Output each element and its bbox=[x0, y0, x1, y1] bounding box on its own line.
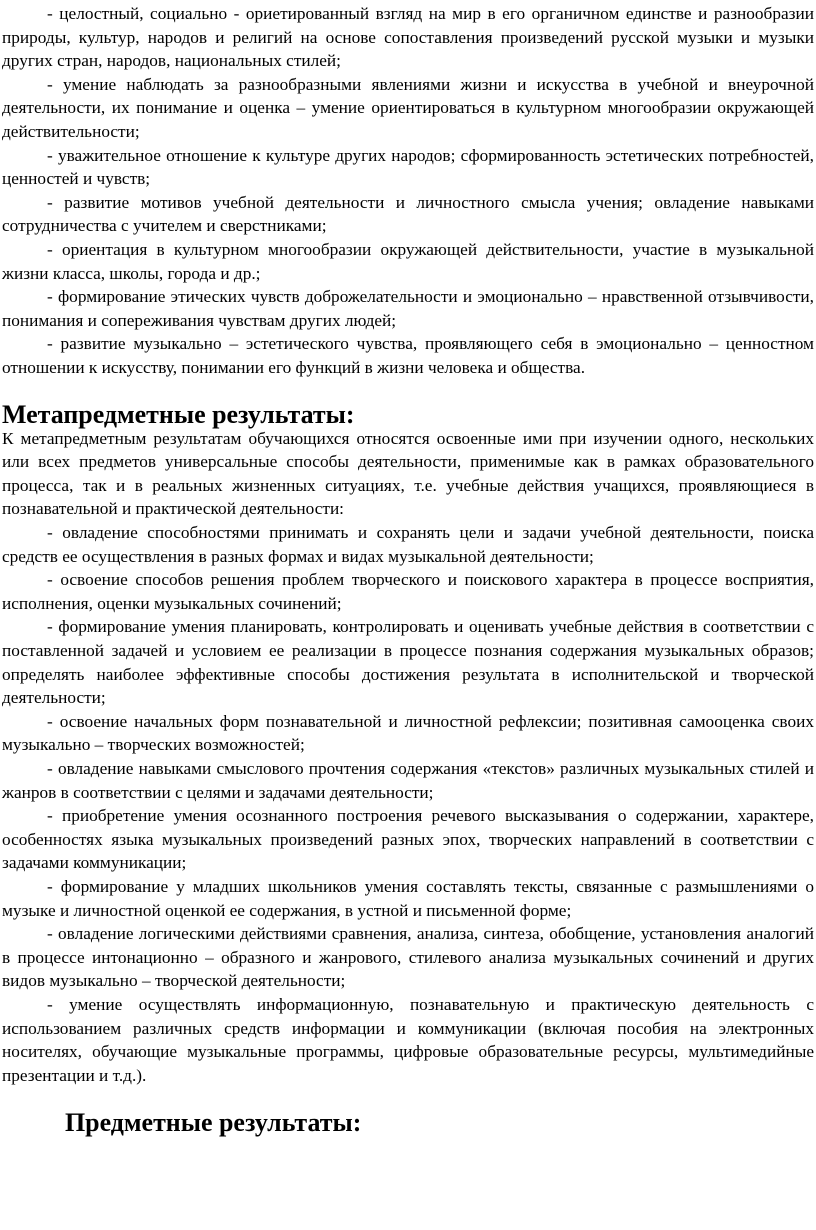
list-item: - умение наблюдать за разнообразными явлениями жизни и искусства в учебной и внеурочной деятельности, их понимание и оценка – умение ориентироваться в культурном многообразии окружающей действительности; bbox=[2, 74, 814, 141]
subject-results-heading: Предметные результаты: bbox=[65, 1108, 362, 1138]
list-item: - приобретение умения осознанного построения речевого высказывания о содержании, характере, особенностях языка музыкальных произведений разных эпох, творческих направлений в соответствии с задачами коммуникации; bbox=[2, 806, 814, 873]
list-item: - развитие музыкально – эстетического чувства, проявляющего себя в эмоционально – ценностном отношении к искусству, понимании его функций в жизни человека и общества. bbox=[2, 334, 814, 377]
list-item: - развитие мотивов учебной деятельности и личностного смысла учения; овладение навыками сотрудничества с учителем и сверстниками; bbox=[2, 192, 814, 236]
list-item: - уважительное отношение к культуре других народов; сформированность эстетических потребностей, ценностей и чувств; bbox=[2, 145, 814, 189]
list-item: - овладение способностями принимать и сохранять цели и задачи учебной деятельности, поиска средств ее осуществления в разных формах и видах музыкальной деятельности; bbox=[2, 523, 814, 566]
list-item: - формирование этических чувств доброжелательности и эмоционально – нравственной отзывчивости, понимания и сопереживания чувствам других людей; bbox=[2, 287, 814, 330]
list-item: - формирование умения планировать, контролировать и оценивать учебные действия в соответствии с поставленной задачей и условием ее реализации в процессе познания содержания музыкальных образов; определять наиболее эффективные способы достижения результата в исполнительской и творческой деятельности; bbox=[2, 617, 814, 708]
list-item: - умение осуществлять информационную, познавательную и практическую деятельность с использованием различных средств информации и коммуникации (включая пособия на электронных носителях, обучающие музыкальные программы, цифровые образовательные ресурсы, мультимедийные презентации и т.д.). bbox=[2, 994, 814, 1085]
list-item: - целостный, социально - ориетированный взгляд на мир в его органичном единстве и разнообразии природы, культур, народов и религий на основе сопоставления произведений русской музыки и музыки других стран, народов, национальных стилей; bbox=[2, 4, 814, 71]
meta-results-intro: К метапредметным результатам обучающихся относятся освоенные ими при изучении одного, нескольких или всех предметов универсальные способы деятельности, применимые как в рамках образовательного процесса, так и в реальных жизненных ситуациях, т.е. учебные действия учащихся, проявляющиеся в познавательной и практической деятельности: bbox=[2, 428, 814, 519]
list-item: - освоение начальных форм познавательной и личностной рефлексии; позитивная самооценка своих музыкально – творческих возможностей; bbox=[2, 711, 814, 755]
personal-results-list bbox=[2, 2, 814, 380]
list-item: - освоение способов решения проблем творческого и поискового характера в процессе восприятия, исполнения, оценки музыкальных сочинений; bbox=[2, 570, 814, 613]
meta-results-section bbox=[2, 400, 814, 1087]
list-item: - формирование у младших школьников умения составлять тексты, связанные с размышлениями о музыке и личностной оценкой ее содержания, в устной и письменной форме; bbox=[2, 876, 814, 920]
list-item: - ориентация в культурном многообразии окружающей действительности, участие в музыкальной жизни класса, школы, города и др.; bbox=[2, 239, 814, 283]
subject-results-section bbox=[2, 1108, 814, 1138]
list-item: - овладение логическими действиями сравнения, анализа, синтеза, обобщение, установления аналогий в процессе интонационно – образного и жанрового, стилевого анализа музыкальных сочинений и других видов музыкально – творческой деятельности; bbox=[2, 924, 814, 991]
list-item: - овладение навыками смыслового прочтения содержания «текстов» различных музыкальных стилей и жанров в соответствии с целями и задачами деятельности; bbox=[2, 759, 814, 802]
meta-results-heading: Метапредметные результаты: bbox=[2, 400, 355, 430]
